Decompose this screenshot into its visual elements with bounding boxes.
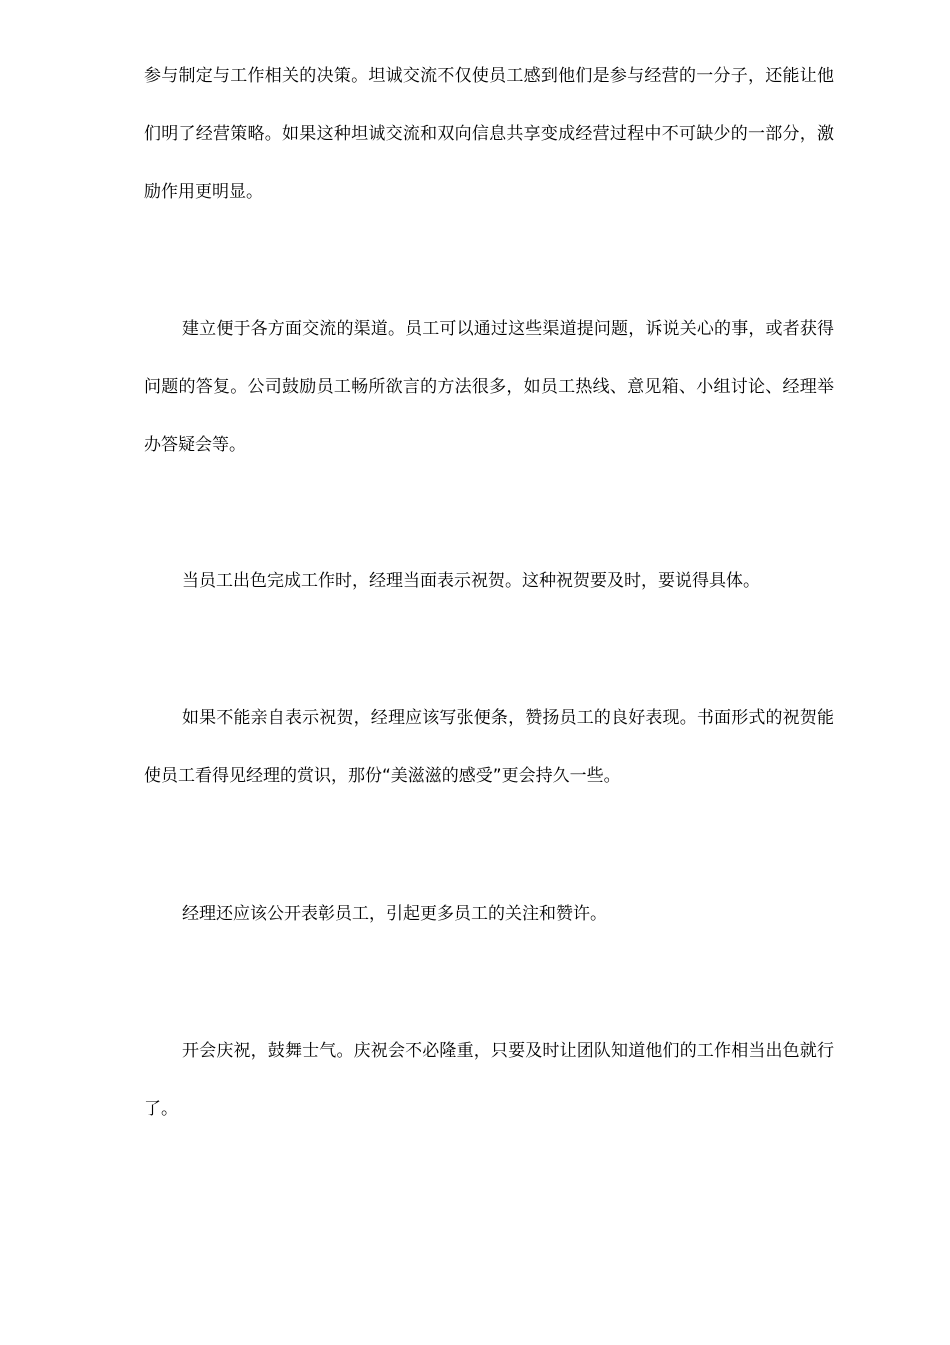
- paragraph-channels: 建立便于各方面交流的渠道。员工可以通过这些渠道提问题，诉说关心的事，或者获得问题的答复。公司鼓励员工畅所欲言的方法很多，如员工热线、意见箱、小组讨论、经理举办答疑会等。: [144, 319, 834, 455]
- paragraph-public-praise: 经理还应该公开表彰员工，引起更多员工的关注和赞许。: [182, 904, 607, 924]
- paragraph-congratulate: 当员工出色完成工作时，经理当面表示祝贺。这种祝贺要及时，要说得具体。: [182, 571, 760, 591]
- paragraph-participation: 参与制定与工作相关的决策。坦诚交流不仅使员工感到他们是参与经营的一分子，还能让他们明了经营策略。如果这种坦诚交流和双向信息共享变成经营过程中不可缺少的一部分，激励作用更明显。: [144, 66, 834, 202]
- paragraph-celebration: 开会庆祝，鼓舞士气。庆祝会不必隆重，只要及时让团队知道他们的工作相当出色就行了。: [144, 1041, 834, 1119]
- paragraph-written-note: 如果不能亲自表示祝贺，经理应该写张便条，赞扬员工的良好表现。书面形式的祝贺能使员工看得见经理的赏识，那份“美滋滋的感受”更会持久一些。: [144, 708, 834, 786]
